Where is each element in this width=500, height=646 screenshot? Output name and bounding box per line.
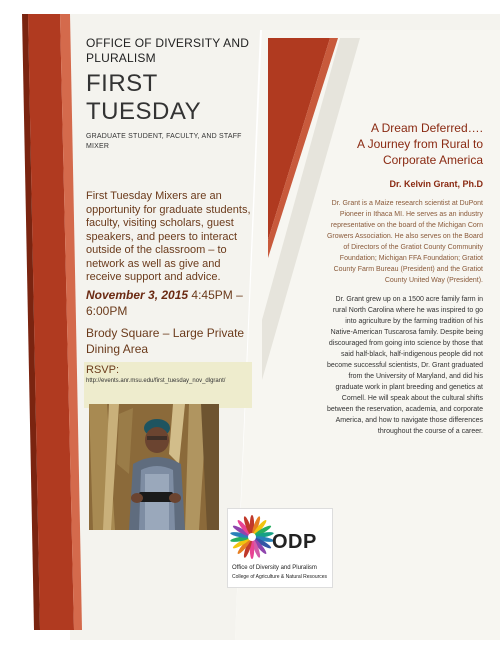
odp-logo (227, 508, 333, 588)
odp-sunburst-icon (230, 513, 276, 563)
talk-headline-1: A Dream Deferred…. (370, 121, 483, 135)
odp-caption-office: Office of Diversity and Pluralism (232, 565, 317, 571)
rsvp-label: RSVP: (86, 364, 120, 376)
speaker-name: Dr. Kelvin Grant, Ph.D (389, 179, 483, 189)
talk-column (325, 120, 483, 437)
event-description: First Tuesday Mixers are an opportunity for graduate students, faculty, visiting scholars, guest speakers, and peers to interact outside of the classroom – to network as well as give and receive support and advice. (86, 190, 251, 283)
office-name: OFFICE OF DIVERSITY AND PLURALISM (86, 36, 250, 65)
event-title-line1: FIRST (86, 70, 158, 97)
talk-headline-2: A Journey from Rural to (356, 137, 483, 151)
speaker-photo (89, 404, 219, 530)
event-subtitle: GRADUATE STUDENT, FACULTY, AND STAFF MIXER (86, 133, 242, 150)
rsvp-panel (84, 362, 252, 408)
event-time: 4:45PM – 6:00PM (86, 287, 243, 318)
talk-headline-3: Corporate America (382, 153, 483, 167)
odp-wordmark: ODP (272, 531, 317, 553)
speaker-bio-2: Dr. Grant grew up on a 1500 acre family farm in rural North Carolina where he was inspired to go into agriculture by the farming tradition of his Native-American Tuscarosa family. Despite being discouraged from going into science by those that said half-black, half-indigenous people did not become successful scientists, Dr. Grant graduated from the University of Maryland, and did his graduate work in plant breeding and genetics at Cornell. He will speak about the cultural shifts between the reservation, academia, and corporate America, and how to navigate those differences throughout the course of a career. (326, 296, 483, 435)
event-title (86, 70, 261, 126)
event-venue: Brody Square – Large Private Dining Area (86, 325, 245, 356)
odp-caption-college: College of Agriculture & Natural Resources (232, 574, 328, 580)
event-datetime (86, 287, 261, 319)
flyer-left-column (86, 36, 261, 357)
event-date: November 3, 2015 (86, 287, 189, 302)
rsvp-link[interactable]: http://events.anr.msu.edu/first_tuesday_nov_dlgrant/ (86, 378, 226, 384)
speaker-bio-1: Dr. Grant is a Maize research scientist at DuPont Pioneer in Ithaca MI. He serves as an industry representative on the board of the Michigan Corn Growers Association. He also serves on the Board of Directors of the Gratiot County Community Foundation; Michigan FFA Foundation; Gratiot County Farm Bureau (President) and the Gratiot County United Way (President). (326, 200, 483, 284)
event-title-line2: TUESDAY (86, 98, 202, 125)
